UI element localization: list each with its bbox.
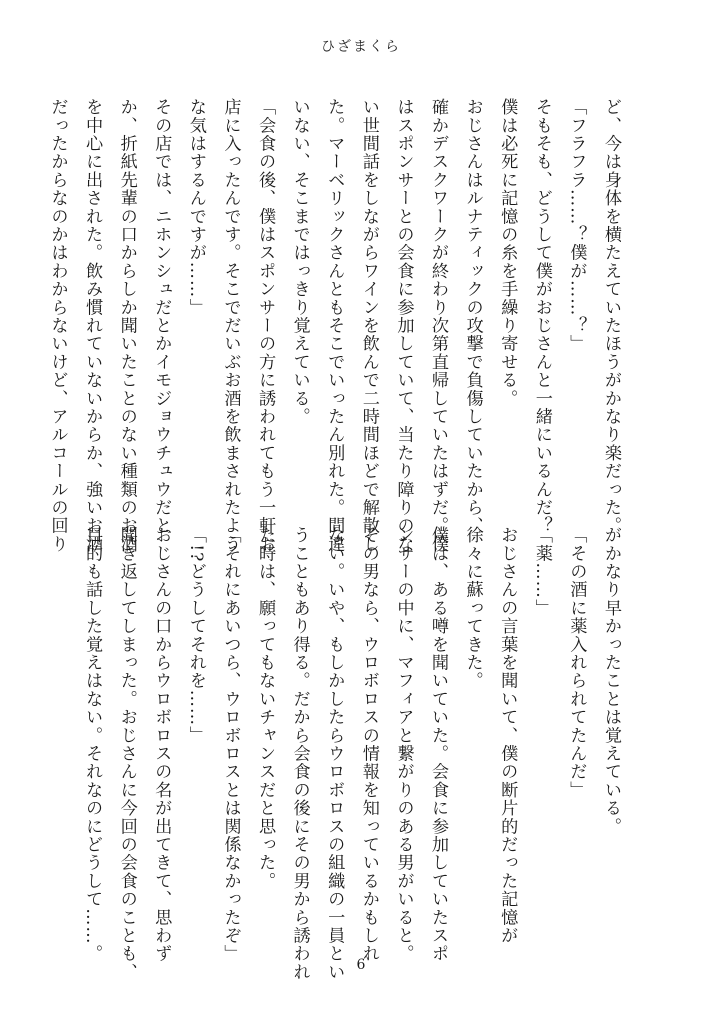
text-line: 確かデスクワークが終わり次第直帰していたはずだ。僕: [428, 98, 449, 553]
text-line: 「それにあいつら、ウロボロスとは関係なかったぞ」: [220, 526, 241, 963]
text-line: 「!?どうしてそれを……」: [185, 526, 206, 745]
text-line: い世間話をしながらワインを飲んで二時間ほどで解散し: [358, 98, 379, 553]
text-block-bottom: [75, 526, 629, 981]
text-line: 「その酒に薬入れられてたんだ」: [566, 526, 587, 799]
text-line: ど、今は身体を横たえていたほうがかなり楽だった。: [601, 98, 621, 535]
text-line: 「薬……」: [531, 526, 552, 617]
text-line: だったからなのかはわからないけど、アルコールの回り: [47, 98, 68, 553]
text-line: 僕は必死に記憶の糸を手繰り寄せる。: [497, 98, 518, 408]
running-title: ひざまくら: [321, 39, 401, 55]
text-line: 「フラフラ……？僕が……？」: [566, 98, 587, 353]
text-line: 店に入ったんです。そこでだいぶお酒を飲まされたよう: [220, 98, 241, 553]
text-line: おじさんはルナティックの攻撃で負傷していたから、: [462, 98, 483, 535]
text-line: おじさんの口からウロボロスの名が出てきて、思わず: [151, 526, 172, 963]
text-line: 僕は、ある噂を聞いていた。会食に参加していたスポ: [428, 526, 449, 963]
text-line: そもそも、どうして僕がおじさんと一緒にいるんだ？: [531, 98, 552, 535]
text-line: ンサーの中に、マフィアと繋がりのある男がいると。: [393, 526, 414, 963]
text-line: た時は、願ってもないチャンスだと思った。: [255, 526, 276, 890]
text-line: うこともあり得る。だから会食の後にその男から誘われ: [289, 526, 310, 981]
text-line: 目的も話した覚えはない。それなのにどうして……。: [82, 526, 103, 963]
text-line: た。マーベリックさんともそこでいったん別れた。間違: [324, 98, 345, 553]
text-block-top: [40, 98, 628, 553]
text-line: 「会食の後、僕はスポンサーの方に誘われてもう一軒お: [255, 98, 276, 553]
text-line: 聞き返してしまった。おじさんに今回の会食のことも、: [116, 526, 137, 981]
text-line: いない、そこまではっきり覚えている。: [289, 98, 310, 426]
text-line: その店では、ニホンシュだとかイモジョウチュウだと: [151, 98, 172, 535]
text-line: 徐々に蘇ってきた。: [462, 526, 483, 690]
text-line: その男なら、ウロボロスの情報を知っているかもしれ: [358, 526, 379, 963]
text-line: か、折紙先輩の口からしか聞いたことのない種類のお酒: [116, 98, 137, 553]
text-line: を中心に出された。飲み慣れていないからか、強いお酒: [82, 98, 103, 553]
text-line: はスポンサーとの会食に参加していて、当たり障りのな: [393, 98, 414, 553]
text-line: おじさんの言葉を聞いて、僕の断片的だった記憶が: [497, 526, 518, 945]
text-line: がかなり早かったことは覚えている。: [601, 526, 621, 836]
text-line: な気はするんですが……」: [185, 98, 206, 317]
page-number: 6: [356, 957, 366, 973]
text-line: ない。いや、もしかしたらウロボロスの組織の一員とい: [324, 526, 345, 981]
